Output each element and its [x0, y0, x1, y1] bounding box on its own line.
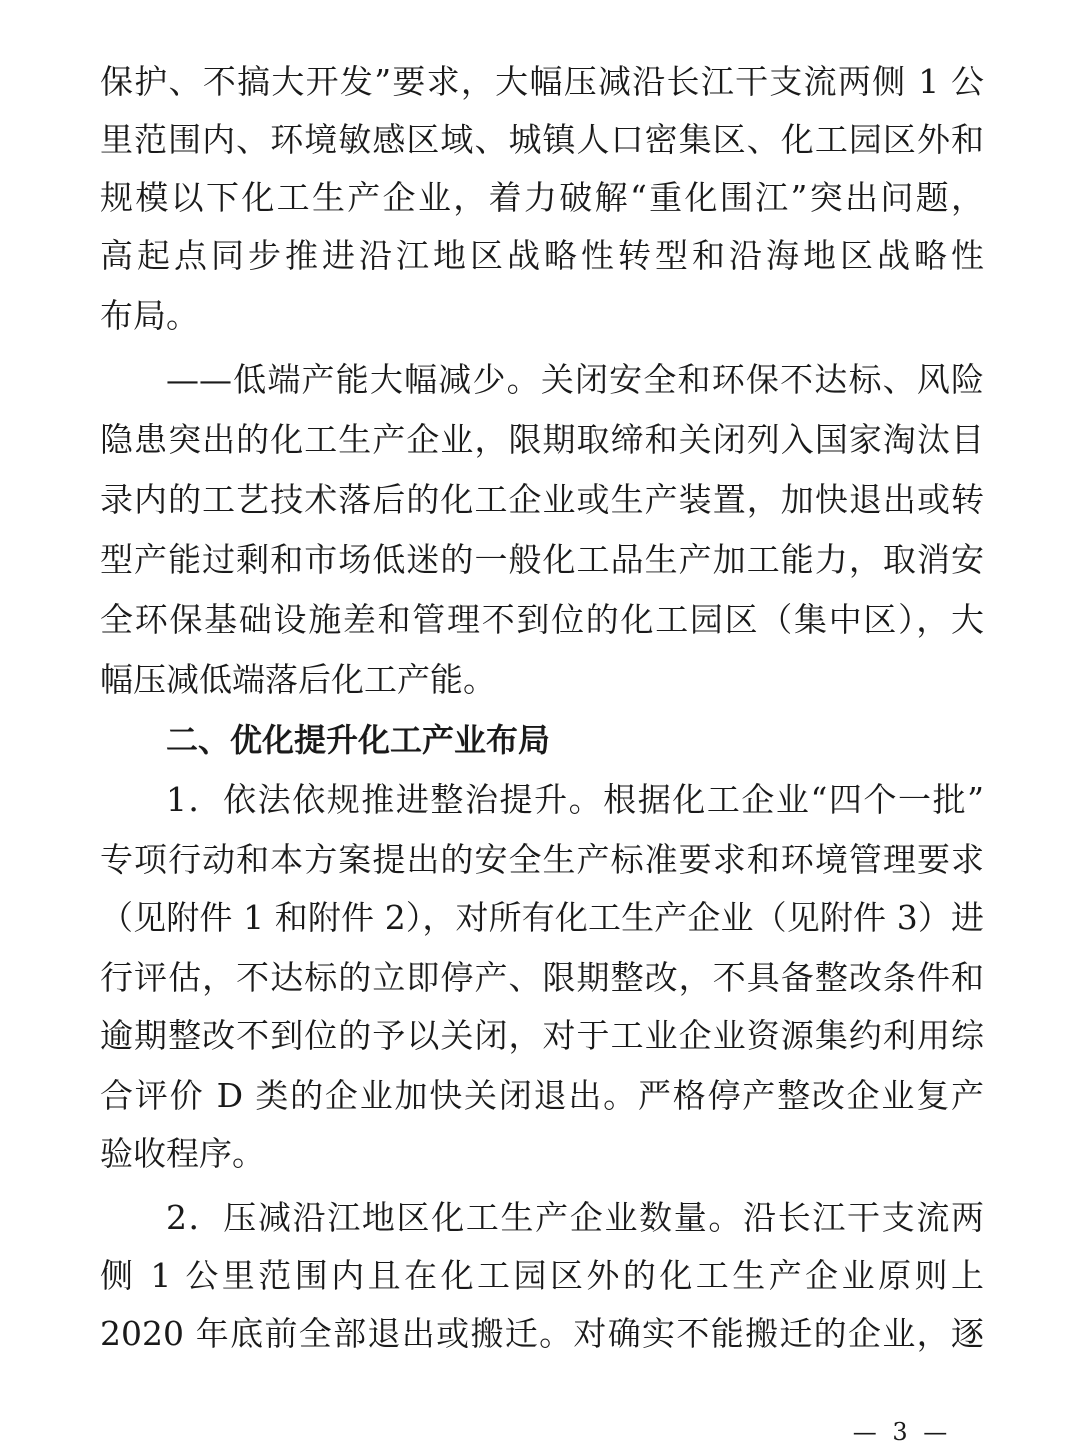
text-line: 录内的工艺技术落后的化工企业或生产装置，加快退出或转 — [100, 480, 984, 519]
text-line: 幅压减低端落后化工产能。 — [100, 660, 496, 699]
text-line: 里范围内、环境敏感区域、城镇人口密集区、化工园区外和 — [100, 120, 984, 159]
text-line: 行评估，不达标的立即停产、限期整改，不具备整改条件和 — [100, 958, 984, 997]
text-line: 1．依法依规推进整治提升。根据化工企业“四个一批” — [166, 780, 984, 819]
section-heading: 二、优化提升化工产业布局 — [166, 721, 551, 759]
text-line: 侧 1 公里范围内且在化工园区外的化工生产企业原则上 — [100, 1256, 984, 1295]
text-line: （见附件 1 和附件 2），对所有化工生产企业（见附件 3）进 — [100, 898, 984, 937]
text-line: 2．压减沿江地区化工生产企业数量。沿长江干支流两 — [166, 1198, 984, 1237]
text-line: 专项行动和本方案提出的安全生产标准要求和环境管理要求 — [100, 840, 984, 879]
text-line: 规模以下化工生产企业，着力破解“重化围江”突出问题， — [100, 178, 984, 217]
page-number: — 3 — — [852, 1418, 952, 1446]
text-line: 全环保基础设施差和管理不到位的化工园区（集中区），大 — [100, 600, 984, 639]
text-line: 布局。 — [100, 296, 199, 335]
text-line: 隐患突出的化工生产企业，限期取缔和关闭列入国家淘汰目 — [100, 420, 984, 459]
text-line: 逾期整改不到位的予以关闭，对于工业企业资源集约利用综 — [100, 1016, 984, 1055]
text-line: 型产能过剩和市场低迷的一般化工品生产加工能力，取消安 — [100, 540, 984, 579]
text-line: 2020 年底前全部退出或搬迁。对确实不能搬迁的企业，逐 — [100, 1314, 984, 1353]
text-line: 高起点同步推进沿江地区战略性转型和沿海地区战略性 — [100, 236, 984, 275]
text-line: 合评价 D 类的企业加快关闭退出。严格停产整改企业复产 — [100, 1076, 984, 1115]
text-line: 保护、不搞大开发”要求，大幅压减沿长江干支流两侧 1 公 — [100, 62, 984, 101]
text-line: 验收程序。 — [100, 1134, 265, 1173]
text-line: ——低端产能大幅减少。关闭安全和环保不达标、风险 — [166, 360, 984, 399]
